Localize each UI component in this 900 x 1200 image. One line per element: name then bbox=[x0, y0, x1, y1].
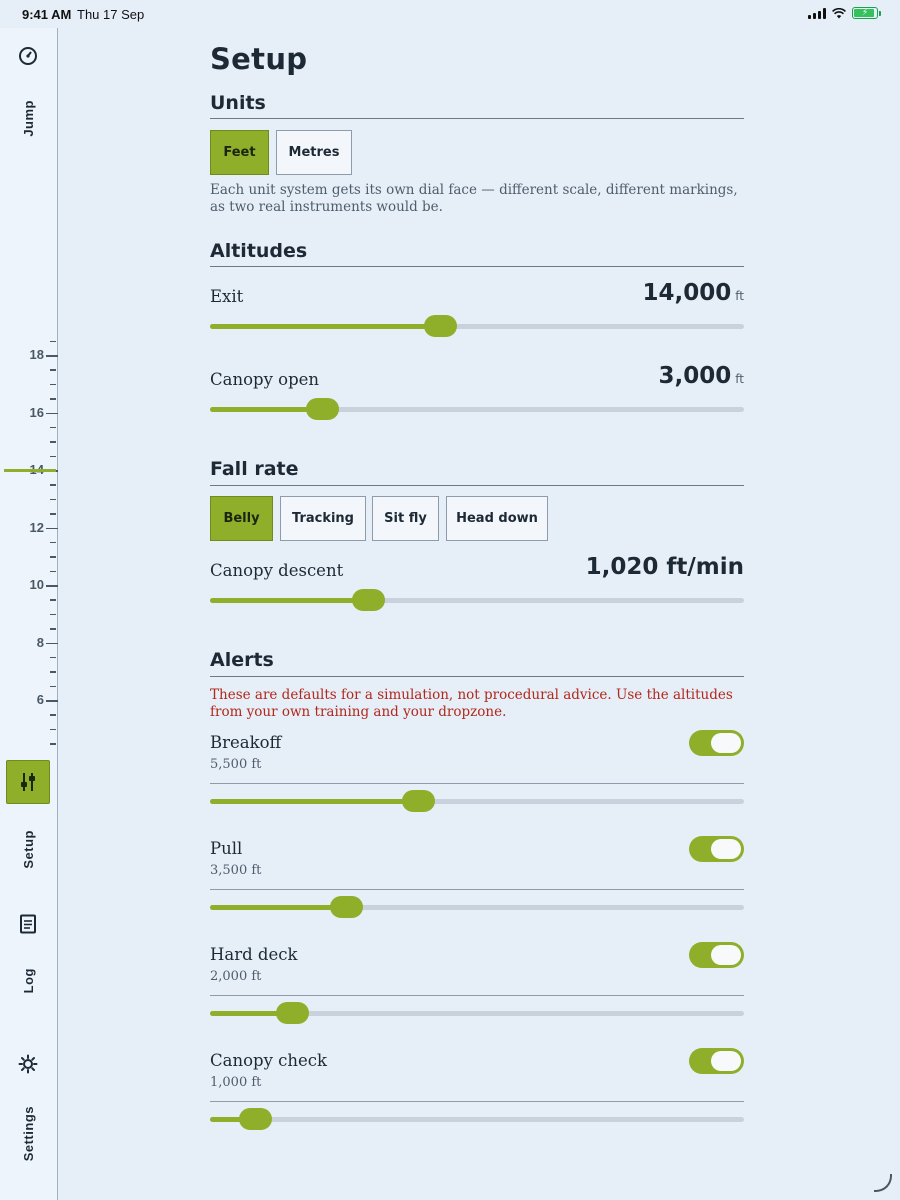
slider-thumb[interactable] bbox=[424, 315, 457, 337]
nav-label-settings: Settings bbox=[20, 1106, 36, 1162]
scale-tick bbox=[46, 413, 58, 415]
nav-item-settings[interactable] bbox=[0, 1054, 56, 1161]
canopy-open-value-number: 3,000 bbox=[658, 363, 732, 389]
alerts-divider bbox=[210, 676, 744, 677]
scale-tick bbox=[50, 743, 56, 745]
gear-icon bbox=[18, 1054, 38, 1074]
scale-label: 10 bbox=[29, 577, 44, 592]
alert-breakoff-toggle[interactable] bbox=[689, 730, 744, 756]
alert-divider bbox=[210, 889, 744, 890]
scale-tick bbox=[46, 355, 58, 357]
alert-pull-slider[interactable] bbox=[210, 896, 744, 918]
exit-slider[interactable] bbox=[210, 315, 744, 337]
nav-item-setup[interactable] bbox=[0, 760, 56, 869]
scale-tick bbox=[46, 700, 58, 702]
cellular-signal-icon bbox=[808, 8, 826, 19]
status-icons bbox=[808, 7, 878, 19]
scale-tick bbox=[50, 427, 56, 429]
gauge-icon bbox=[18, 46, 38, 66]
nav-item-jump[interactable] bbox=[0, 46, 56, 137]
fall-rate-title: Fall rate bbox=[210, 458, 299, 480]
status-bar bbox=[0, 0, 900, 28]
alerts-warning-text: These are defaults for a simulation, not procedural advice. Use the altitudes from your own training and your dropzone. bbox=[210, 687, 733, 720]
exit-value-unit: ft bbox=[735, 289, 744, 303]
scale-label: 8 bbox=[36, 634, 44, 650]
toggle-knob bbox=[711, 839, 741, 859]
sidebar bbox=[0, 28, 58, 1200]
scale-label: 16 bbox=[29, 404, 44, 420]
alert-divider bbox=[210, 995, 744, 996]
alert-value: 3,500 ft bbox=[210, 863, 262, 878]
alert-divider bbox=[210, 783, 744, 784]
alert-value: 1,000 ft bbox=[210, 1075, 262, 1090]
alerts-title: Alerts bbox=[210, 649, 274, 671]
scale-tick bbox=[50, 441, 56, 443]
wifi-icon bbox=[832, 8, 846, 19]
canopy-open-value-unit: ft bbox=[735, 372, 744, 386]
scale-label: 18 bbox=[29, 347, 44, 362]
canopy-open-slider[interactable] bbox=[210, 398, 744, 420]
scale-tick bbox=[50, 398, 56, 400]
canopy-open-value bbox=[659, 363, 744, 389]
unit-metres-button[interactable]: Metres bbox=[276, 130, 352, 175]
document-icon bbox=[18, 914, 38, 934]
fall-rate-head-down-button[interactable]: Head down bbox=[446, 496, 548, 541]
fall-rate-divider bbox=[210, 485, 744, 486]
scale-tick bbox=[50, 686, 56, 688]
alert-canopy-check-toggle[interactable] bbox=[689, 1048, 744, 1074]
units-title: Units bbox=[210, 92, 266, 114]
scale-tick bbox=[50, 499, 56, 501]
alert-label: Canopy check bbox=[210, 1051, 328, 1070]
scale-tick bbox=[50, 729, 56, 731]
alert-canopy-check-slider[interactable] bbox=[210, 1108, 744, 1130]
toggle-knob bbox=[711, 733, 741, 753]
scale-tick bbox=[50, 714, 56, 716]
page-title: Setup bbox=[210, 42, 308, 76]
altitudes-divider bbox=[210, 266, 744, 267]
slider-thumb[interactable] bbox=[239, 1108, 272, 1130]
fall-rate-sit-fly-button[interactable]: Sit fly bbox=[372, 496, 439, 541]
canopy-descent-slider[interactable] bbox=[210, 589, 744, 611]
slider-fill bbox=[210, 598, 368, 603]
canopy-open-label: Canopy open bbox=[210, 370, 320, 389]
nav-label-setup: Setup bbox=[20, 830, 36, 869]
unit-feet-button[interactable]: Feet bbox=[210, 130, 269, 175]
alert-value: 5,500 ft bbox=[210, 757, 262, 772]
scale-tick bbox=[46, 585, 58, 587]
status-date: Thu 17 Sep bbox=[77, 7, 145, 22]
scale-tick bbox=[50, 542, 56, 544]
alert-value: 2,000 ft bbox=[210, 969, 262, 984]
fall-rate-tracking-button[interactable]: Tracking bbox=[280, 496, 366, 541]
slider-thumb[interactable] bbox=[276, 1002, 309, 1024]
nav-item-log[interactable] bbox=[0, 914, 56, 993]
scale-tick bbox=[50, 556, 56, 558]
sliders-icon bbox=[6, 760, 50, 804]
canopy-descent-label: Canopy descent bbox=[210, 561, 344, 580]
scale-tick bbox=[50, 513, 56, 515]
exit-value bbox=[643, 280, 744, 306]
alert-label: Pull bbox=[210, 839, 243, 858]
scale-tick bbox=[50, 599, 56, 601]
scale-tick bbox=[50, 369, 56, 371]
exit-label: Exit bbox=[210, 287, 244, 306]
nav-label-log: Log bbox=[20, 968, 36, 994]
slider-track bbox=[210, 1117, 744, 1122]
scale-tick bbox=[50, 384, 56, 386]
slider-fill bbox=[210, 324, 440, 329]
slider-thumb[interactable] bbox=[330, 896, 363, 918]
alert-hard-deck-slider[interactable] bbox=[210, 1002, 744, 1024]
slider-thumb[interactable] bbox=[306, 398, 339, 420]
alert-label: Breakoff bbox=[210, 733, 282, 752]
status-time: 9:41 AM bbox=[22, 7, 72, 22]
altitude-scale bbox=[0, 28, 58, 1200]
scale-tick bbox=[50, 571, 56, 573]
toggle-knob bbox=[711, 1051, 741, 1071]
battery-charging-icon: ⚡ bbox=[852, 7, 878, 19]
alert-breakoff-slider[interactable] bbox=[210, 790, 744, 812]
scale-tick bbox=[50, 628, 56, 630]
exit-value-number: 14,000 bbox=[642, 280, 732, 306]
scale-tick bbox=[46, 643, 58, 645]
slider-fill bbox=[210, 905, 346, 910]
scale-tick bbox=[50, 456, 56, 458]
scale-label: 6 bbox=[36, 692, 44, 707]
scale-tick bbox=[50, 614, 56, 616]
scale-tick bbox=[50, 657, 56, 659]
slider-thumb[interactable] bbox=[402, 790, 435, 812]
toggle-knob bbox=[711, 945, 741, 965]
scale-tick bbox=[50, 671, 56, 673]
home-indicator bbox=[874, 1174, 892, 1192]
alert-hard-deck-toggle[interactable] bbox=[689, 942, 744, 968]
scale-tick bbox=[50, 484, 56, 486]
alert-pull-toggle[interactable] bbox=[689, 836, 744, 862]
nav-label-jump: Jump bbox=[20, 100, 36, 137]
current-altitude-marker bbox=[4, 469, 56, 472]
units-divider bbox=[210, 118, 744, 119]
scale-tick bbox=[50, 341, 56, 343]
units-help-text: Each unit system gets its own dial face — different scale, different markings, as two real instruments would be. bbox=[210, 182, 738, 215]
alert-label: Hard deck bbox=[210, 945, 298, 964]
slider-fill bbox=[210, 799, 418, 804]
alert-divider bbox=[210, 1101, 744, 1102]
altitudes-title: Altitudes bbox=[210, 240, 308, 262]
slider-thumb[interactable] bbox=[352, 589, 385, 611]
fall-rate-belly-button[interactable]: Belly bbox=[210, 496, 273, 541]
canopy-descent-value: 1,020 ft/min bbox=[585, 554, 744, 580]
scale-tick bbox=[46, 528, 58, 530]
scale-label: 12 bbox=[29, 519, 44, 535]
